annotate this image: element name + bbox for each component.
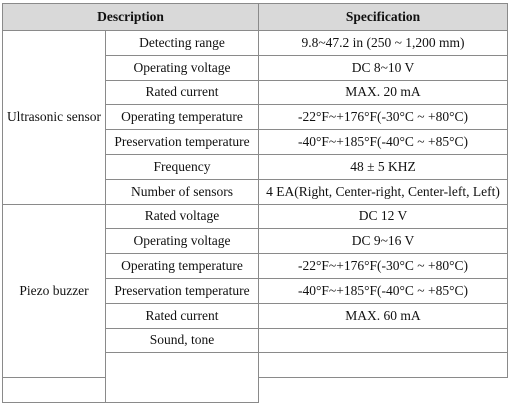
spec-item: Rated voltage [106, 204, 259, 229]
spec-value: -22°F~+176°F(-30°C ~ +80°C) [259, 254, 508, 279]
spec-item: Operating temperature [106, 105, 259, 130]
spec-item: Detecting range [106, 31, 259, 56]
spec-value: 4 EA(Right, Center-right, Center-left, Left) [259, 179, 508, 204]
table-row [3, 204, 508, 229]
spec-item: Number of sensors [106, 179, 259, 204]
spec-value: -22°F~+176°F(-30°C ~ +80°C) [259, 105, 508, 130]
table-row [3, 31, 508, 56]
spec-value [259, 328, 508, 353]
spec-value: MAX. 60 mA [259, 303, 508, 328]
spec-value: -40°F~+185°F(-40°C ~ +85°C) [259, 130, 508, 155]
group-label-ultrasonic-sensor: Ultrasonic sensor [3, 31, 106, 205]
description-header: Description [3, 4, 259, 31]
spec-value: MAX. 20 mA [259, 80, 508, 105]
spec-value [3, 378, 106, 403]
group-label-piezo-buzzer: Piezo buzzer [3, 204, 106, 378]
spec-item: Operating temperature [106, 254, 259, 279]
spec-item: Preservation temperature [106, 130, 259, 155]
spec-value: -40°F~+185°F(-40°C ~ +85°C) [259, 278, 508, 303]
spec-item: Sound, tone [106, 328, 259, 353]
spec-value: DC 12 V [259, 204, 508, 229]
spec-value [259, 353, 508, 378]
spec-item: Frequency [106, 154, 259, 179]
spec-item [106, 353, 259, 403]
spec-value: DC 9~16 V [259, 229, 508, 254]
spec-item: Operating voltage [106, 55, 259, 80]
spec-item: Operating voltage [106, 229, 259, 254]
specification-header: Specification [259, 4, 508, 31]
spec-value: 9.8~47.2 in (250 ~ 1,200 mm) [259, 31, 508, 56]
spec-value: DC 8~10 V [259, 55, 508, 80]
spec-item: Preservation temperature [106, 278, 259, 303]
header-row [3, 4, 508, 31]
specification-table [2, 3, 508, 403]
spec-item: Rated current [106, 80, 259, 105]
spec-item: Rated current [106, 303, 259, 328]
spec-value: 48 ± 5 KHZ [259, 154, 508, 179]
